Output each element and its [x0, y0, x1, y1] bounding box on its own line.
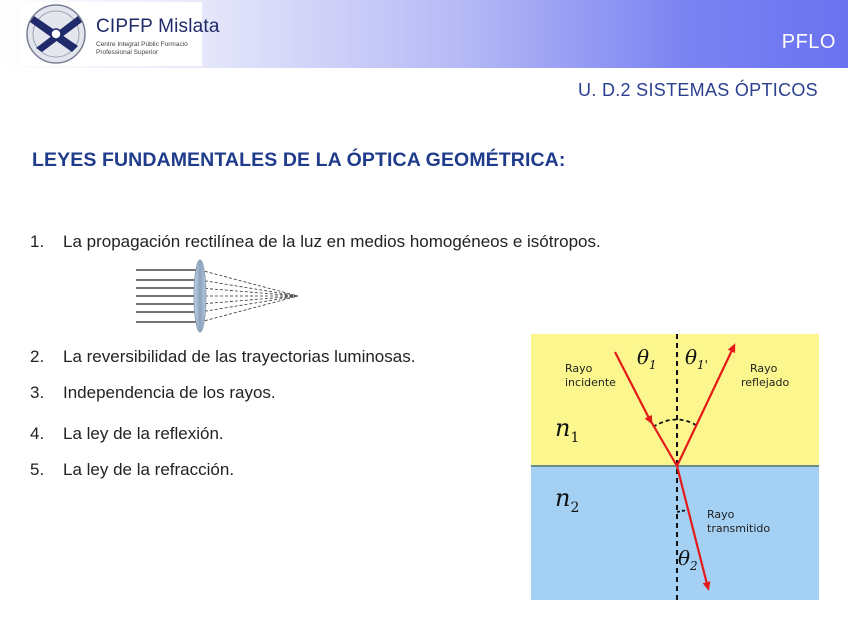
law-number: 2. — [30, 347, 45, 366]
n2-label: $n_2$ — [555, 484, 580, 516]
school-emblem-icon — [22, 2, 94, 66]
reflection-refraction-diagram — [531, 334, 819, 600]
law-number: 3. — [30, 383, 45, 402]
law-item — [30, 460, 234, 480]
medium-2-region — [531, 466, 819, 600]
incident-label-line1: Rayo — [565, 362, 593, 375]
transmitted-label-line1: Rayo — [707, 508, 735, 521]
lens-illustration — [130, 256, 310, 336]
n1-label: $n_1$ — [555, 414, 580, 446]
theta1-label: $\theta_1$ — [637, 345, 657, 372]
law-item — [30, 424, 224, 444]
law-text: La ley de la reflexión. — [63, 424, 224, 443]
law-text: La ley de la refracción. — [63, 460, 235, 479]
medium-1-region — [531, 334, 819, 466]
theta2-label: $\theta_2$ — [678, 546, 698, 573]
brand-label: PFLO — [781, 31, 836, 53]
law-item — [30, 232, 601, 252]
law-number: 4. — [30, 424, 45, 443]
logo — [20, 2, 220, 66]
reflected-label-line2: reflejado — [741, 376, 790, 389]
section-title: LEYES FUNDAMENTALES DE LA ÓPTICA GEOMÉTRICA: — [32, 149, 566, 171]
reflected-label-line1: Rayo — [750, 362, 778, 375]
law-item — [30, 383, 276, 403]
transmitted-label-line2: transmitido — [707, 522, 771, 535]
law-number: 5. — [30, 460, 45, 479]
law-item — [30, 347, 415, 367]
law-text: Independencia de los rayos. — [63, 383, 276, 402]
logo-name: CIPFP Mislata — [96, 16, 220, 37]
logo-subtitle: Centre Integrat Públic Formació Professional Superior — [96, 41, 188, 56]
law-number: 1. — [30, 232, 45, 251]
law-text: La propagación rectilínea de la luz en medios homogéneos e isótropos. — [63, 232, 601, 251]
header-bar — [0, 0, 848, 68]
law-text: La reversibilidad de las trayectorias luminosas. — [63, 347, 416, 366]
incident-label-line2: incidente — [565, 376, 616, 389]
theta1-prime-label: $\theta_{1'}$ — [685, 345, 708, 372]
unit-title: U. D.2 SISTEMAS ÓPTICOS — [578, 80, 818, 100]
